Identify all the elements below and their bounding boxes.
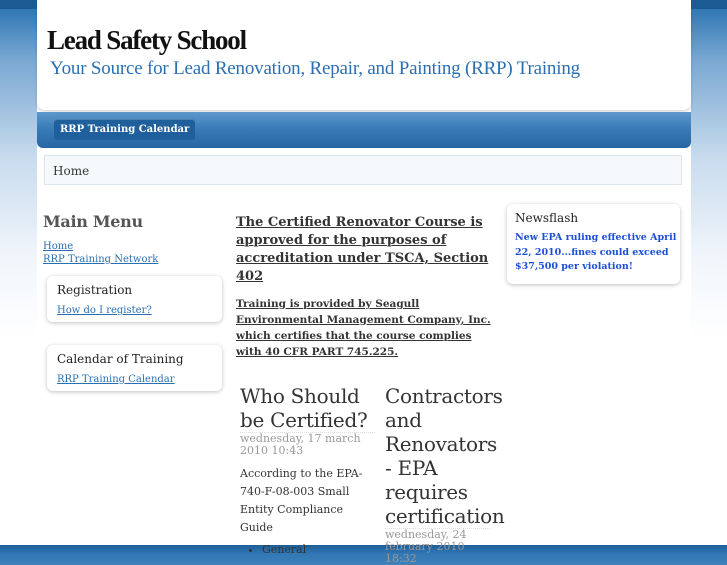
announcement-headline[interactable]: The Certified Renovator Course is approved for the purposes of accreditation under TSCA, Section 402	[236, 215, 489, 284]
article-title[interactable]: Contractors and Renovators - EPA requires certification	[385, 384, 505, 528]
announcement-subline[interactable]: Training is provided by Seagull Environmental Management Company, Inc. which certifies that the course complies with 40 CFR PART 745.225.	[236, 298, 491, 358]
site-header	[37, 9, 691, 110]
newsflash-text: New EPA ruling effective April 22, 2010...fines could exceed $37,500 per violation!	[515, 232, 677, 272]
how-to-register-link[interactable]: How do I register?	[57, 305, 152, 316]
site-subtitle: Your Source for Lead Renovation, Repair, and Painting (RRP) Training	[50, 58, 580, 79]
calendar-title: Calendar of Training	[57, 352, 184, 366]
breadcrumb	[44, 155, 682, 185]
newsflash-module	[507, 204, 680, 284]
breadcrumb-home: Home	[53, 164, 90, 178]
list-item: • General	[262, 543, 375, 556]
main-menu-title: Main Menu	[43, 212, 143, 231]
announcement	[236, 214, 494, 360]
article-date: wednesday, 17 march 2010 10:43	[240, 432, 375, 457]
site-title[interactable]: Lead Safety School	[47, 25, 246, 55]
calendar-link[interactable]: RRP Training Calendar	[57, 374, 175, 385]
calendar-module	[47, 345, 222, 391]
registration-title: Registration	[57, 283, 133, 297]
main-menu-link-rrp-network[interactable]: RRP Training Network	[43, 254, 159, 265]
main-menu-link-home[interactable]: Home	[43, 241, 74, 252]
nav-item-rrp-training-calendar[interactable]: RRP Training Calendar	[54, 119, 195, 140]
article-date: wednesday, 24 february 2010 18:32	[385, 528, 490, 565]
article-contractors-renovators	[385, 384, 505, 565]
article-who-should-be-certified	[240, 384, 375, 556]
nav-bar	[37, 112, 691, 148]
main-menu-links	[43, 241, 223, 265]
article-title[interactable]: Who Should be Certified?	[240, 384, 368, 432]
registration-module	[47, 276, 222, 322]
article-body: According to the EPA-740-F-08-003 Small Entity Compliance Guide	[240, 467, 363, 534]
left-sidebar	[43, 212, 223, 267]
newsflash-title: Newsflash	[515, 211, 579, 225]
